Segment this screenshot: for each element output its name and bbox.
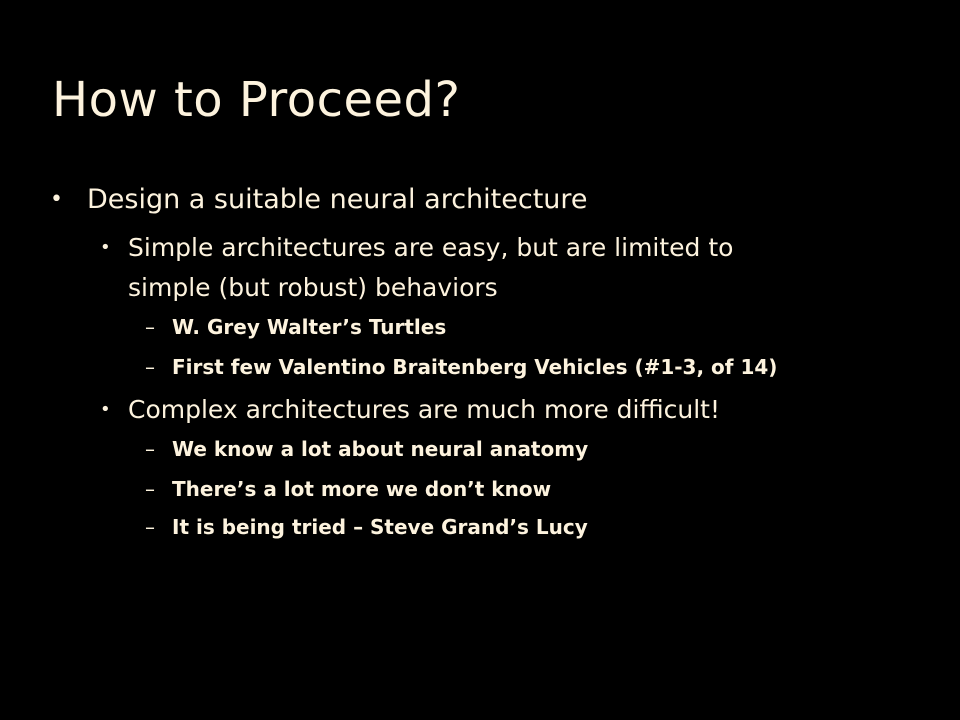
bullet-text: First few Valentino Braitenberg Vehicles (#1-3, of 14) (172, 355, 778, 379)
dash-icon: – (145, 355, 155, 379)
dash-icon: – (145, 315, 155, 339)
bullet-level-3 (145, 434, 589, 464)
bullet-text: There’s a lot more we don’t know (172, 477, 552, 501)
slide-title: How to Proceed? (52, 72, 461, 128)
bullet-dot-icon: • (50, 187, 63, 212)
dash-icon: – (145, 477, 155, 501)
bullet-level-2 (100, 228, 868, 308)
bullet-text-line-1: Simple architectures are easy, but are limited to (128, 233, 734, 262)
bullet-level-2 (100, 390, 868, 430)
bullet-text-line-2: simple (but robust) behaviors (128, 273, 498, 302)
dash-icon: – (145, 515, 155, 539)
bullet-level-3 (145, 474, 552, 504)
bullet-text: It is being tried – Steve Grand’s Lucy (172, 515, 588, 539)
bullet-level-3 (145, 512, 588, 542)
bullet-dot-icon: • (100, 399, 111, 420)
bullet-dot-icon: • (100, 237, 111, 258)
bullet-text: We know a lot about neural anatomy (172, 437, 589, 461)
bullet-level-1 (50, 182, 588, 218)
bullet-level-3 (145, 312, 447, 342)
bullet-text: Design a suitable neural architecture (87, 184, 588, 215)
bullet-level-3 (145, 352, 778, 382)
dash-icon: – (145, 437, 155, 461)
bullet-text: W. Grey Walter’s Turtles (172, 315, 447, 339)
bullet-text: Complex architectures are much more difficult! (128, 395, 721, 424)
